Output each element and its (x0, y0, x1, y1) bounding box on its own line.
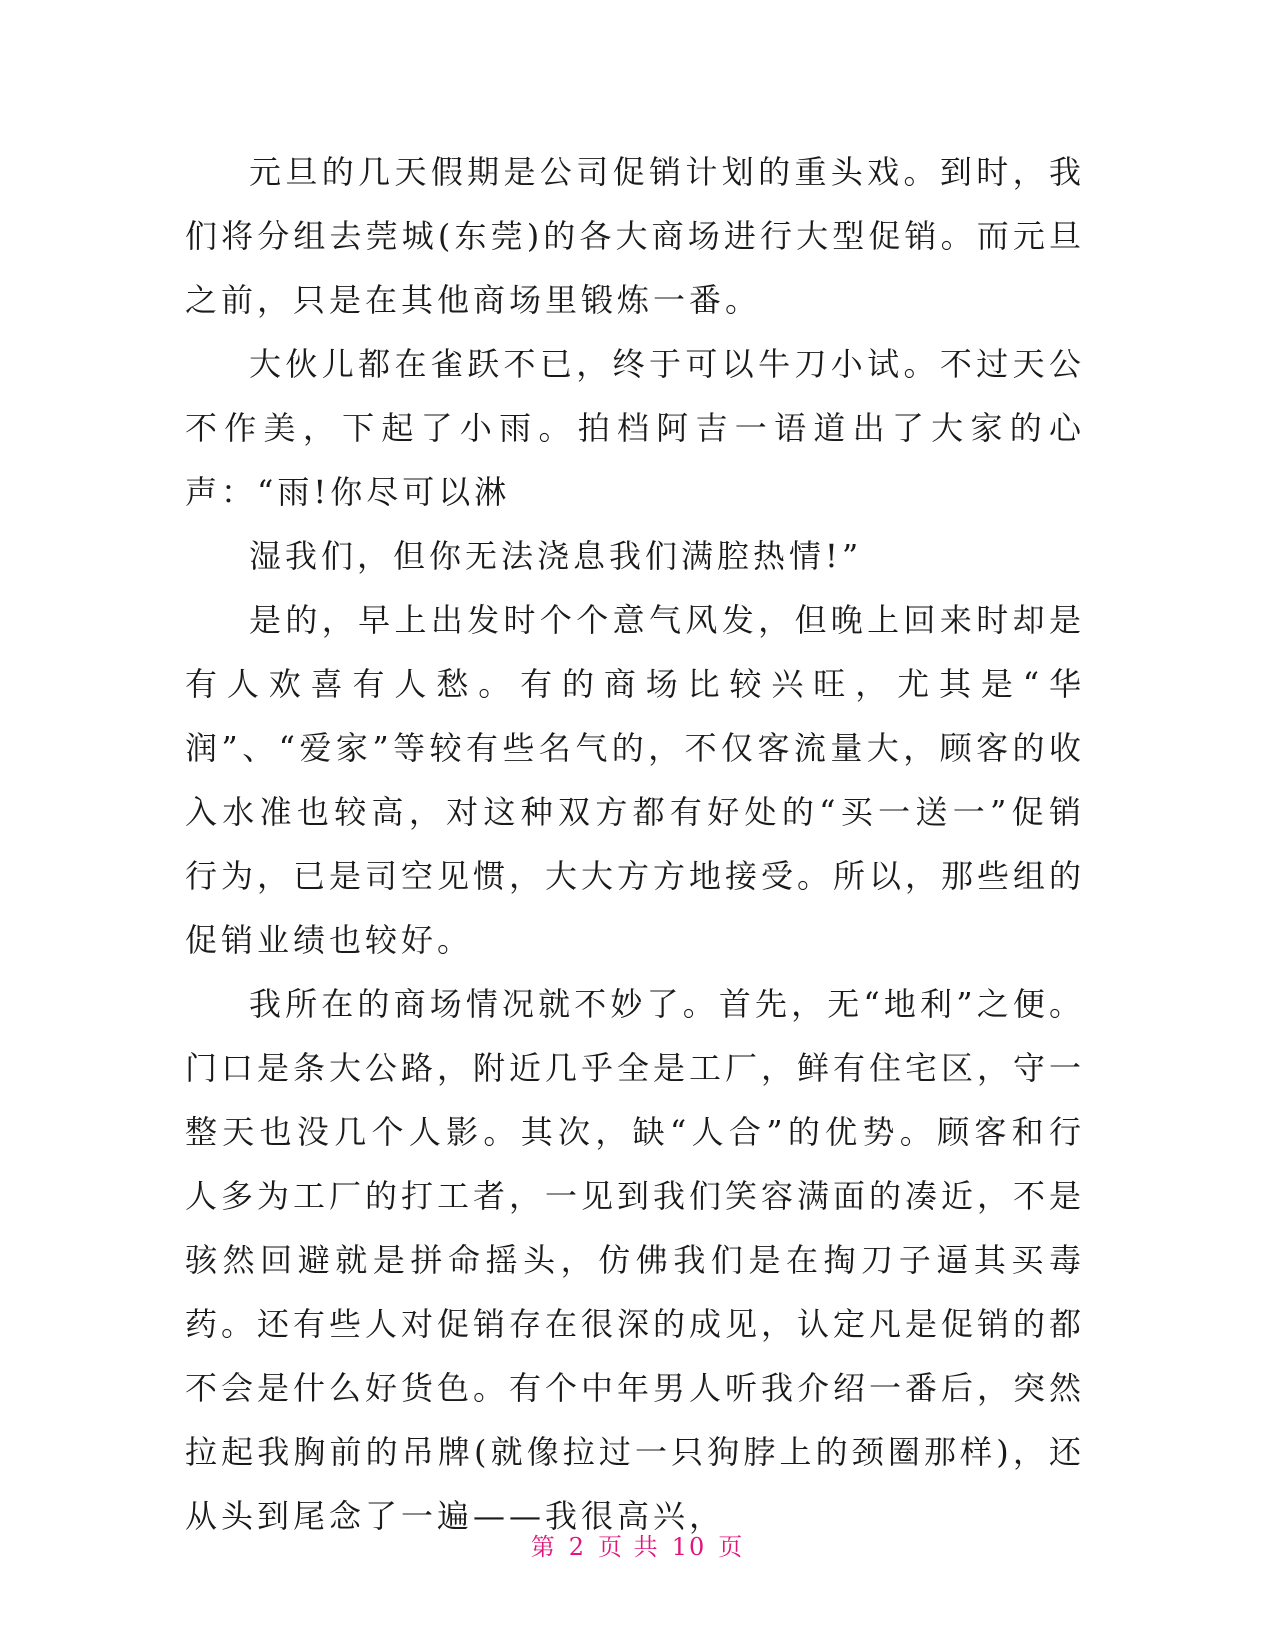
paragraph-3: 湿我们，但你无法浇息我们满腔热情!” (249, 537, 863, 575)
footer-suffix: 页 (718, 1533, 745, 1561)
page-footer (0, 1530, 1275, 1564)
paragraph-4: 是的，早上出发时个个意气风发，但晚上回来时却是有人欢喜有人愁。有的商场比较兴旺，尤其是“华润”、“爱家”等较有些名气的，不仅客流量大，顾客的收入水准也较高，对这种双方都有好处的“买一送一”促销行为，已是司空见惯，大大方方地接受。所以，那些组的促销业绩也较好。 (185, 601, 1086, 959)
paragraph-2: 大伙儿都在雀跃不已，终于可以牛刀小试。不过天公不作美，下起了小雨。拍档阿吉一语道出了大家的心声：“雨!你尽可以淋 (185, 345, 1085, 511)
footer-total-pages: 10 (671, 1533, 707, 1561)
footer-middle: 页 共 (598, 1533, 660, 1561)
paragraph-5: 我所在的商场情况就不妙了。首先，无“地利”之便。门口是条大公路，附近几乎全是工厂，鲜有住宅区，守一整天也没几个人影。其次，缺“人合”的优势。顾客和行人多为工厂的打工者，一见到我们笑容满面的凑近，不是骇然回避就是拼命摇头，仿佛我们是在掏刀子逼其买毒药。还有些人对促销存在很深的成见，认定凡是促销的都不会是什么好货色。有个中年男人听我介绍一番后，突然拉起我胸前的吊牌(就像拉过一只狗脖上的颈圈那样)，还从头到尾念了一遍——我很高兴， (185, 985, 1086, 1535)
paragraph-1: 元旦的几天假期是公司促销计划的重头戏。到时，我们将分组去莞城(东莞)的各大商场进行大型促销。而元旦之前，只是在其他商场里锻炼一番。 (185, 153, 1085, 319)
document-body (185, 140, 1085, 1548)
footer-prefix: 第 (530, 1533, 557, 1561)
footer-current-page: 2 (568, 1533, 587, 1561)
